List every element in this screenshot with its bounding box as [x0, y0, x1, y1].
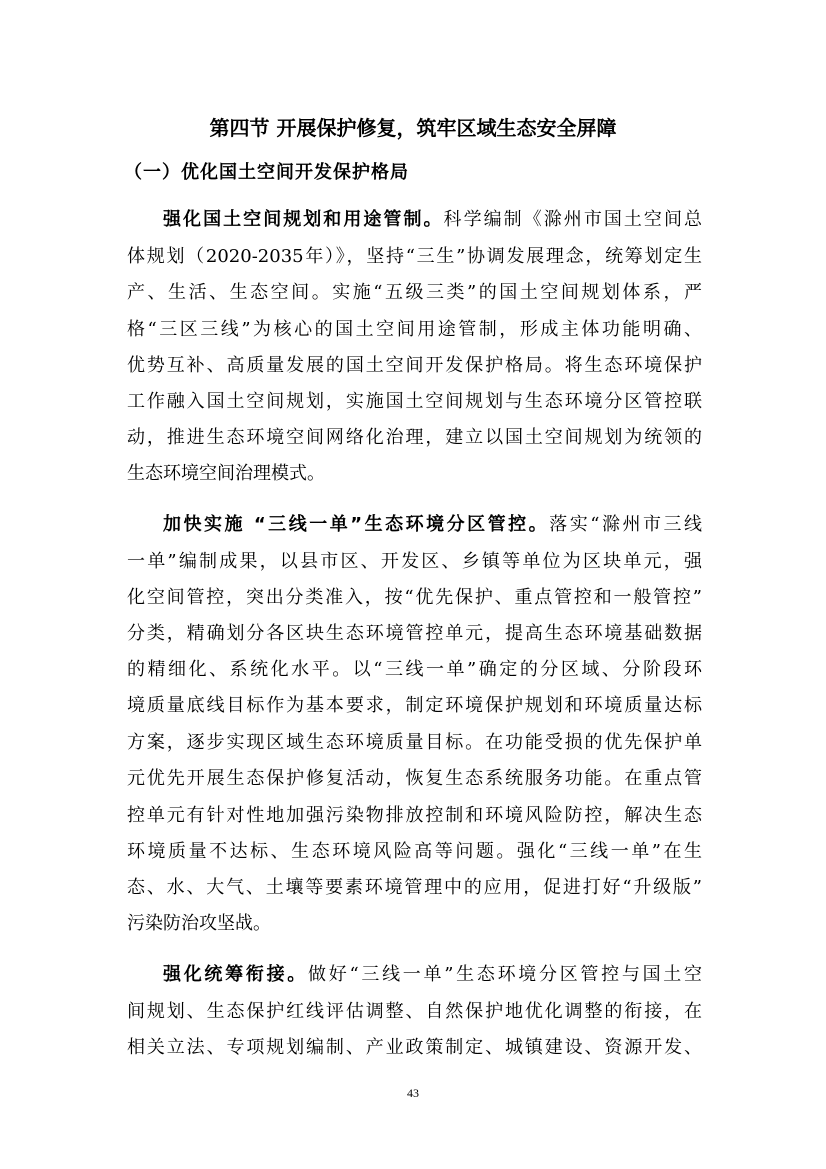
paragraph-line: 态、水、大气、土壤等要素环境管理中的应用，促进打好“升级版” [127, 877, 702, 898]
paragraph-line: 动，推进生态环境空间网络化治理，建立以国土空间规划为统领的 [127, 427, 702, 448]
paragraph-2-line-1 [163, 508, 702, 542]
paragraph-line: 产、生活、生态空间。实施“五级三类”的国土空间规划体系，严 [127, 282, 702, 303]
paragraph-line: 的精细化、系统化水平。以“三线一单”确定的分区域、分阶段环 [127, 659, 702, 680]
paragraph-1-line-1 [163, 203, 702, 237]
sub-heading: （一）优化国土空间开发保护格局 [124, 162, 409, 183]
paragraph-line: 相关立法、专项规划编制、产业政策制定、城镇建设、资源开发、 [127, 1037, 702, 1058]
paragraph-2-lead: 加快实施 “三线一单”生态环境分区管控。 [163, 514, 550, 535]
paragraph-line: 分类，精确划分各区块生态环境管控单元，提高生态环境基础数据 [127, 623, 702, 644]
paragraph-line: 元优先开展生态保护修复活动，恢复生态系统服务功能。在重点管 [127, 768, 702, 789]
paragraph-1-lead: 强化国土空间规划和用途管制。 [163, 209, 444, 230]
paragraph-line: 生态环境空间治理模式。 [127, 463, 325, 484]
paragraph-line: 优势互补、高质量发展的国土空间开发保护格局。将生态环境保护 [127, 355, 702, 376]
paragraph-line: 污染防治攻坚战。 [127, 913, 271, 934]
paragraph-line: 工作融入国土空间规划，实施国土空间规划与生态环境分区管控联 [127, 391, 702, 412]
paragraph-line: 一单”编制成果，以县市区、开发区、乡镇等单位为区块单元，强 [127, 551, 702, 572]
paragraph-line: 间规划、生态保护红线评估调整、自然保护地优化调整的衔接，在 [127, 1001, 702, 1022]
page-number: 43 [407, 1086, 419, 1100]
section-title: 第四节 开展保护修复，筑牢区域生态安全屏障 [209, 116, 617, 140]
paragraph-line: 化空间管控，突出分类准入，按“优先保护、重点管控和一般管控” [127, 587, 702, 608]
paragraph-line: 控单元有针对性地加强污染物排放控制和环境风险防控，解决生态 [127, 805, 702, 826]
paragraph-line: 方案，逐步实现区域生态环境质量目标。在功能受损的优先保护单 [127, 732, 702, 753]
paragraph-3-text: 做好“三线一单”生态环境分区管控与国土空 [308, 964, 703, 985]
paragraph-2-text: 落实“滁州市三线 [549, 514, 702, 535]
paragraph-line: 境质量底线目标作为基本要求，制定环境保护规划和环境质量达标 [127, 695, 702, 716]
paragraph-3-lead: 强化统筹衔接。 [163, 964, 309, 985]
paragraph-3-line-1 [163, 958, 702, 992]
paragraph-line: 体规划（2020-2035年）》，坚持“三生”协调发展理念，统筹划定生 [127, 246, 702, 267]
paragraph-line: 环境质量不达标、生态环境风险高等问题。强化“三线一单”在生 [127, 841, 702, 862]
paragraph-line: 格“三区三线”为核心的国土空间用途管制，形成主体功能明确、 [127, 319, 702, 340]
paragraph-1-text: 科学编制《滁州市国土空间总 [443, 209, 703, 230]
